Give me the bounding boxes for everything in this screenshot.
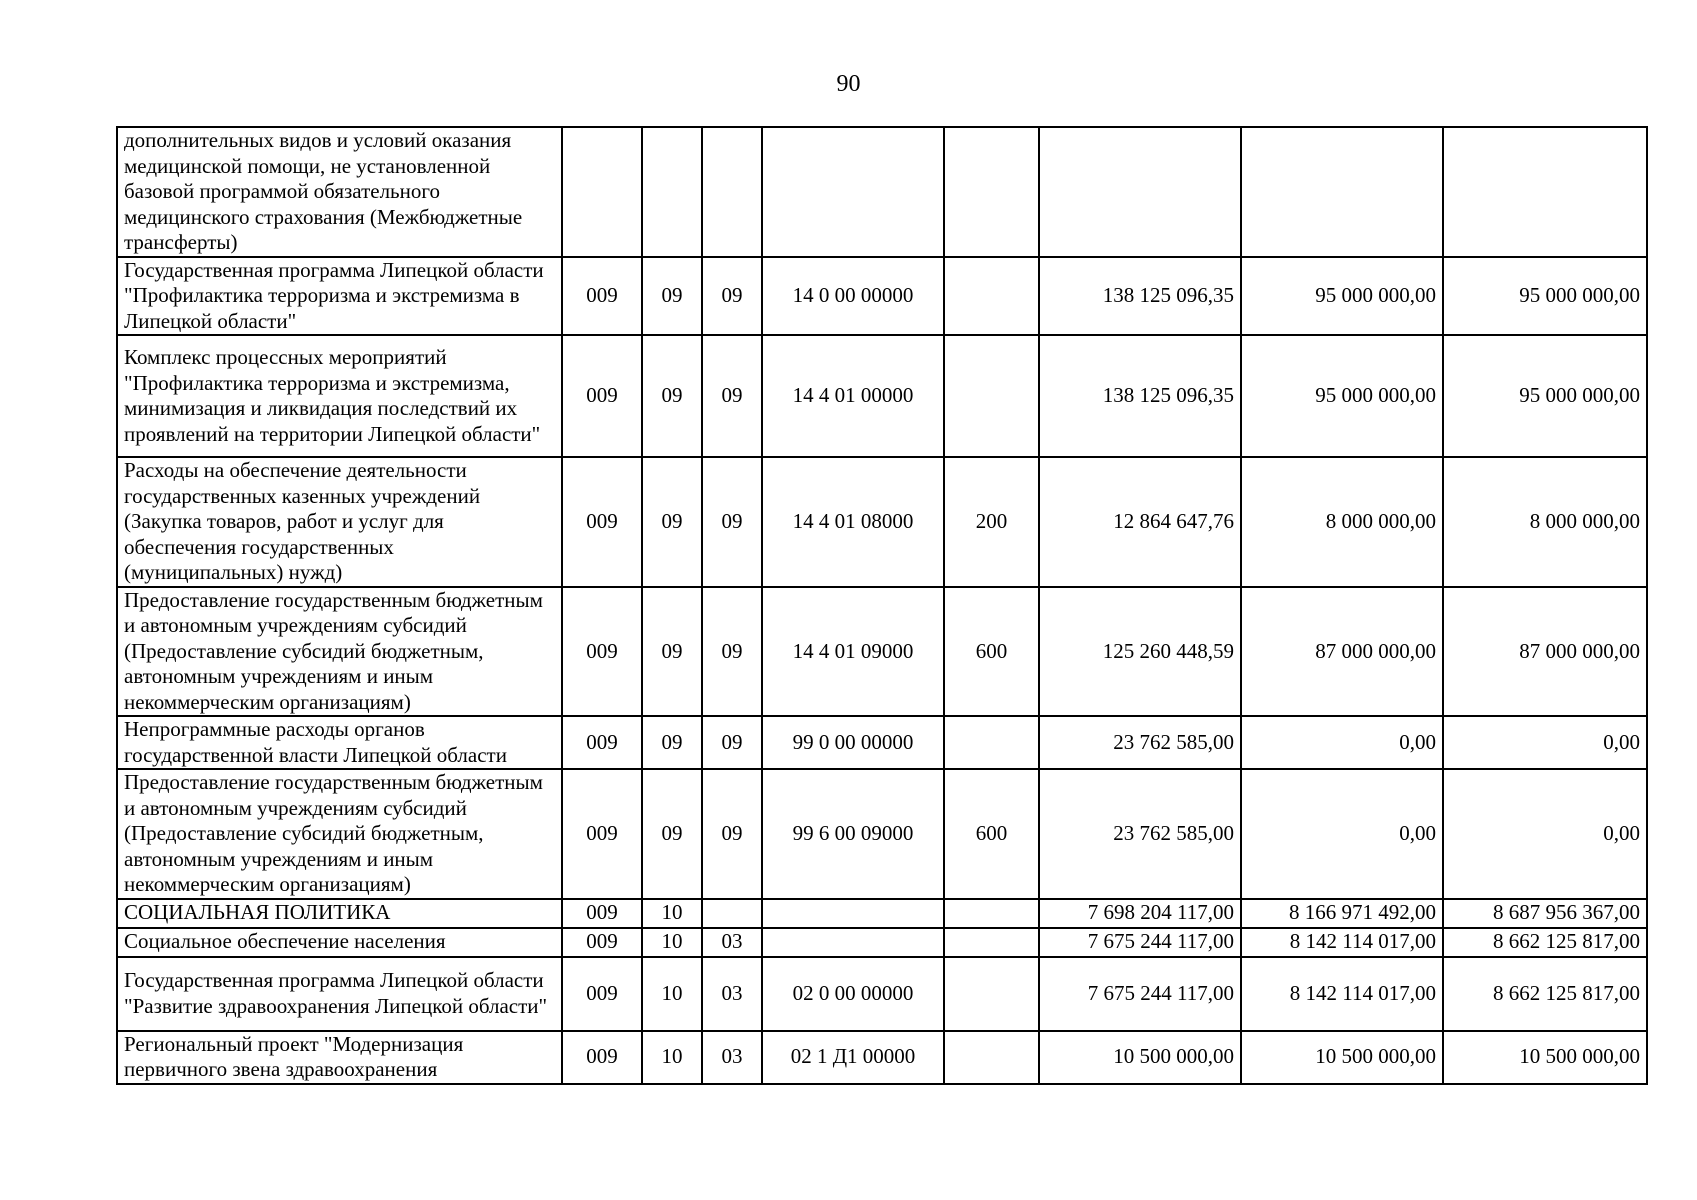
- cell-expense-type: [944, 716, 1039, 769]
- cell-section: 10: [642, 1031, 702, 1084]
- table-row: [117, 257, 1647, 336]
- cell-expense-type: [944, 1031, 1039, 1084]
- cell-amount-year-3: 87 000 000,00: [1443, 587, 1647, 717]
- cell-amount-year-2: 0,00: [1241, 769, 1443, 899]
- cell-grbs: 009: [562, 1031, 642, 1084]
- cell-section: 09: [642, 257, 702, 336]
- cell-expense-type: [944, 957, 1039, 1031]
- cell-expense-type: [944, 899, 1039, 928]
- cell-target-article: [762, 899, 944, 928]
- cell-section: 10: [642, 928, 702, 957]
- cell-amount-year-2: 95 000 000,00: [1241, 335, 1443, 457]
- table-row: [117, 1031, 1647, 1084]
- cell-expense-type: [944, 127, 1039, 257]
- cell-expense-type: [944, 335, 1039, 457]
- cell-name: Комплекс процессных мероприятий "Профилактика терроризма и экстремизма, минимизация и ликвидация последствий их проявлений на территории Липецкой области": [117, 335, 562, 457]
- cell-subsection: 09: [702, 716, 762, 769]
- cell-name: Социальное обеспечение населения: [117, 928, 562, 957]
- cell-subsection: 09: [702, 769, 762, 899]
- cell-amount-year-2: 8 142 114 017,00: [1241, 957, 1443, 1031]
- cell-target-article: 14 4 01 08000: [762, 457, 944, 587]
- cell-amount-year-3: 95 000 000,00: [1443, 335, 1647, 457]
- cell-target-article: 14 0 00 00000: [762, 257, 944, 336]
- cell-amount-year-3: 0,00: [1443, 769, 1647, 899]
- cell-amount-year-1: 7 675 244 117,00: [1039, 957, 1241, 1031]
- cell-expense-type: 600: [944, 587, 1039, 717]
- cell-amount-year-1: 10 500 000,00: [1039, 1031, 1241, 1084]
- table-body: [117, 127, 1647, 1084]
- cell-subsection: 09: [702, 335, 762, 457]
- cell-name: Предоставление государственным бюджетным и автономным учреждениям субсидий (Предоставление субсидий бюджетным, автономным учреждениям и иным некоммерческим организациям): [117, 587, 562, 717]
- cell-amount-year-3: 8 662 125 817,00: [1443, 928, 1647, 957]
- cell-subsection: 03: [702, 957, 762, 1031]
- cell-subsection: 03: [702, 1031, 762, 1084]
- cell-grbs: 009: [562, 716, 642, 769]
- page-number: 90: [836, 71, 861, 97]
- cell-name: Расходы на обеспечение деятельности государственных казенных учреждений (Закупка товаров, работ и услуг для обеспечения государственных (муниципальных) нужд): [117, 457, 562, 587]
- table-row: [117, 928, 1647, 957]
- cell-expense-type: 200: [944, 457, 1039, 587]
- cell-subsection: 03: [702, 928, 762, 957]
- cell-grbs: 009: [562, 928, 642, 957]
- cell-amount-year-1: 23 762 585,00: [1039, 716, 1241, 769]
- table-row: [117, 899, 1647, 928]
- table-row: [117, 716, 1647, 769]
- cell-amount-year-3: 8 000 000,00: [1443, 457, 1647, 587]
- cell-amount-year-3: 95 000 000,00: [1443, 257, 1647, 336]
- cell-amount-year-1: 125 260 448,59: [1039, 587, 1241, 717]
- cell-target-article: [762, 928, 944, 957]
- cell-amount-year-1: 12 864 647,76: [1039, 457, 1241, 587]
- cell-section: 09: [642, 716, 702, 769]
- table-row: [117, 769, 1647, 899]
- cell-target-article: 14 4 01 09000: [762, 587, 944, 717]
- cell-amount-year-2: 8 142 114 017,00: [1241, 928, 1443, 957]
- cell-section: [642, 127, 702, 257]
- table-row: [117, 335, 1647, 457]
- cell-grbs: [562, 127, 642, 257]
- cell-amount-year-1: 138 125 096,35: [1039, 257, 1241, 336]
- cell-amount-year-2: [1241, 127, 1443, 257]
- cell-amount-year-1: 138 125 096,35: [1039, 335, 1241, 457]
- cell-name: дополнительных видов и условий оказания медицинской помощи, не установленной базовой программой обязательного медицинского страхования (Межбюджетные трансферты): [117, 127, 562, 257]
- cell-name: Региональный проект "Модернизация первичного звена здравоохранения: [117, 1031, 562, 1084]
- cell-subsection: 09: [702, 457, 762, 587]
- cell-section: 10: [642, 899, 702, 928]
- cell-name: Государственная программа Липецкой области "Развитие здравоохранения Липецкой области": [117, 957, 562, 1031]
- cell-target-article: 99 0 00 00000: [762, 716, 944, 769]
- cell-amount-year-2: 87 000 000,00: [1241, 587, 1443, 717]
- cell-grbs: 009: [562, 457, 642, 587]
- cell-grbs: 009: [562, 899, 642, 928]
- cell-amount-year-3: [1443, 127, 1647, 257]
- table-row: [117, 127, 1647, 257]
- cell-section: 09: [642, 587, 702, 717]
- cell-amount-year-1: 7 698 204 117,00: [1039, 899, 1241, 928]
- cell-amount-year-3: 10 500 000,00: [1443, 1031, 1647, 1084]
- cell-name: Государственная программа Липецкой области "Профилактика терроризма и экстремизма в Липецкой области": [117, 257, 562, 336]
- cell-grbs: 009: [562, 957, 642, 1031]
- cell-target-article: 14 4 01 00000: [762, 335, 944, 457]
- cell-target-article: 02 0 00 00000: [762, 957, 944, 1031]
- cell-target-article: 99 6 00 09000: [762, 769, 944, 899]
- cell-amount-year-3: 8 687 956 367,00: [1443, 899, 1647, 928]
- cell-section: 10: [642, 957, 702, 1031]
- cell-amount-year-1: 7 675 244 117,00: [1039, 928, 1241, 957]
- cell-subsection: 09: [702, 587, 762, 717]
- cell-name: Непрограммные расходы органов государственной власти Липецкой области: [117, 716, 562, 769]
- table-row: [117, 587, 1647, 717]
- cell-expense-type: [944, 928, 1039, 957]
- cell-section: 09: [642, 457, 702, 587]
- cell-amount-year-3: 0,00: [1443, 716, 1647, 769]
- cell-name: Предоставление государственным бюджетным и автономным учреждениям субсидий (Предоставление субсидий бюджетным, автономным учреждениям и иным некоммерческим организациям): [117, 769, 562, 899]
- cell-grbs: 009: [562, 769, 642, 899]
- cell-subsection: [702, 899, 762, 928]
- cell-amount-year-2: 8 166 971 492,00: [1241, 899, 1443, 928]
- cell-amount-year-1: 23 762 585,00: [1039, 769, 1241, 899]
- cell-amount-year-2: 0,00: [1241, 716, 1443, 769]
- cell-expense-type: [944, 257, 1039, 336]
- cell-grbs: 009: [562, 335, 642, 457]
- cell-grbs: 009: [562, 257, 642, 336]
- cell-section: 09: [642, 769, 702, 899]
- cell-amount-year-3: 8 662 125 817,00: [1443, 957, 1647, 1031]
- cell-amount-year-1: [1039, 127, 1241, 257]
- cell-name: СОЦИАЛЬНАЯ ПОЛИТИКА: [117, 899, 562, 928]
- budget-table: [116, 126, 1648, 1085]
- cell-subsection: [702, 127, 762, 257]
- cell-target-article: [762, 127, 944, 257]
- cell-section: 09: [642, 335, 702, 457]
- cell-target-article: 02 1 Д1 00000: [762, 1031, 944, 1084]
- table-row: [117, 457, 1647, 587]
- table-row: [117, 957, 1647, 1031]
- cell-amount-year-2: 95 000 000,00: [1241, 257, 1443, 336]
- cell-grbs: 009: [562, 587, 642, 717]
- cell-subsection: 09: [702, 257, 762, 336]
- cell-expense-type: 600: [944, 769, 1039, 899]
- cell-amount-year-2: 10 500 000,00: [1241, 1031, 1443, 1084]
- cell-amount-year-2: 8 000 000,00: [1241, 457, 1443, 587]
